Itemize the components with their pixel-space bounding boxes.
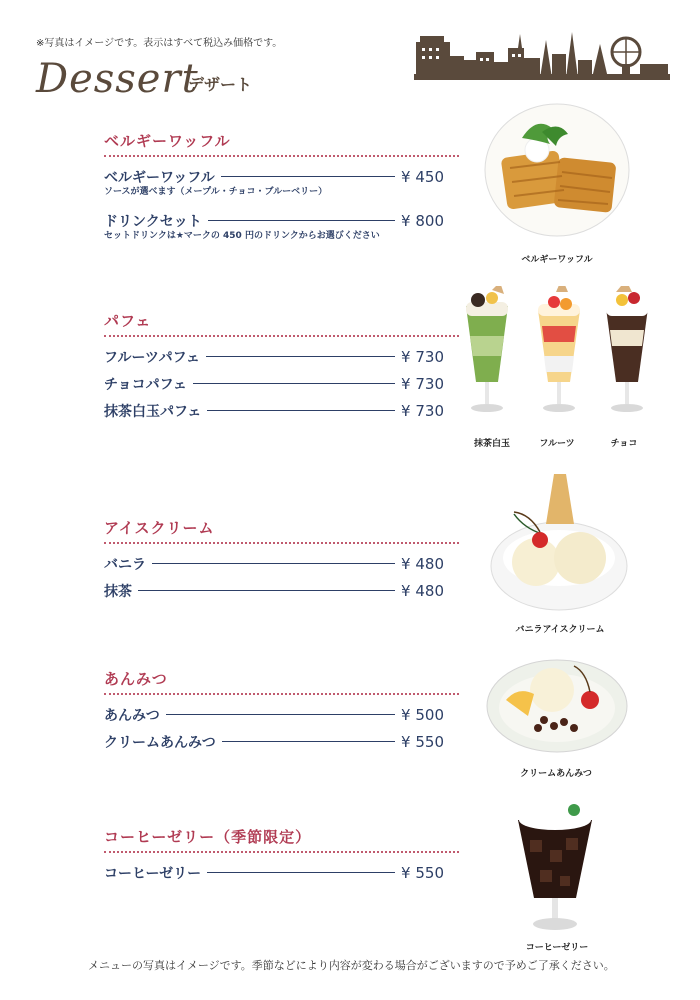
icecream-photo — [484, 466, 634, 616]
menu-item — [104, 577, 444, 604]
section-coffee-jelly — [104, 826, 459, 886]
icecream-caption: バニラアイスクリーム — [515, 625, 605, 635]
menu-item — [104, 343, 444, 370]
item-price: ¥ 800 — [401, 211, 444, 230]
item-name: あんみつ — [104, 707, 160, 724]
menu-item — [104, 550, 444, 577]
item-note: セットドリンクは★マークの 450 円のドリンクからお選びください — [104, 231, 380, 241]
menu-item — [104, 370, 444, 397]
leader-line — [193, 383, 395, 384]
item-name: クリームあんみつ — [104, 734, 216, 751]
section-heading: コーヒーゼリー（季節限定） — [104, 828, 312, 846]
item-price: ¥ 730 — [401, 347, 444, 366]
menu-item — [104, 397, 444, 424]
item-name: ドリンクセット — [104, 213, 202, 230]
price-note: ※写真はイメージです。表示はすべて税込み価格です。 — [36, 38, 283, 49]
section-icecream — [104, 517, 459, 604]
parfait-choco-caption: チョコ — [610, 439, 638, 449]
item-name: ベルギーワッフル — [104, 169, 215, 186]
leader-line — [221, 176, 395, 177]
item-price: ¥ 480 — [401, 581, 444, 600]
menu-item — [104, 701, 444, 728]
page-title: Dessert — [36, 56, 199, 102]
waffle-photo — [482, 98, 632, 238]
coffee-jelly-caption: コーヒーゼリー — [525, 943, 589, 953]
parfait-fruit-caption: フルーツ — [539, 439, 575, 449]
menu-item — [104, 859, 444, 886]
section-heading: ベルギーワッフル — [104, 132, 231, 150]
item-name: コーヒーゼリー — [104, 865, 202, 882]
leader-line — [152, 563, 395, 564]
parfait-matcha-caption: 抹茶白玉 — [473, 439, 510, 449]
section-parfait — [104, 310, 459, 424]
coffee-jelly-photo — [510, 790, 600, 935]
section-anmitsu — [104, 668, 459, 755]
leader-line — [138, 590, 395, 591]
city-skyline-illustration — [414, 30, 670, 80]
section-heading: アイスクリーム — [104, 519, 215, 537]
leader-line — [166, 714, 395, 715]
item-price: ¥ 550 — [401, 863, 444, 882]
item-price: ¥ 480 — [401, 554, 444, 573]
page-subtitle: デザート — [188, 75, 253, 94]
item-name: 抹茶白玉パフェ — [104, 403, 202, 420]
item-name: チョコパフェ — [104, 376, 187, 393]
menu-item — [104, 207, 444, 234]
anmitsu-photo — [482, 646, 632, 758]
leader-line — [222, 741, 395, 742]
item-name: 抹茶 — [104, 583, 132, 600]
item-price: ¥ 550 — [401, 732, 444, 751]
item-note: ソースが選べます（メープル・チョコ・ブルーベリー） — [104, 187, 328, 197]
item-name: バニラ — [104, 556, 146, 573]
leader-line — [208, 220, 395, 221]
item-price: ¥ 450 — [401, 167, 444, 186]
menu-item — [104, 163, 444, 190]
footer-note: メニューの写真はイメージです。季節などにより内容が変わる場合がございますので予めご了承ください。 — [88, 959, 615, 972]
section-heading: あんみつ — [104, 670, 168, 688]
item-price: ¥ 730 — [401, 374, 444, 393]
menu-item — [104, 728, 444, 755]
waffle-caption: ベルギーワッフル — [521, 255, 593, 265]
item-name: フルーツパフェ — [104, 349, 200, 366]
leader-line — [207, 872, 395, 873]
item-price: ¥ 730 — [401, 401, 444, 420]
leader-line — [206, 356, 395, 357]
anmitsu-caption: クリームあんみつ — [520, 769, 592, 779]
section-heading: パフェ — [104, 312, 152, 330]
section-waffle — [104, 130, 459, 245]
leader-line — [207, 410, 395, 411]
item-price: ¥ 500 — [401, 705, 444, 724]
parfait-photos — [452, 286, 662, 426]
